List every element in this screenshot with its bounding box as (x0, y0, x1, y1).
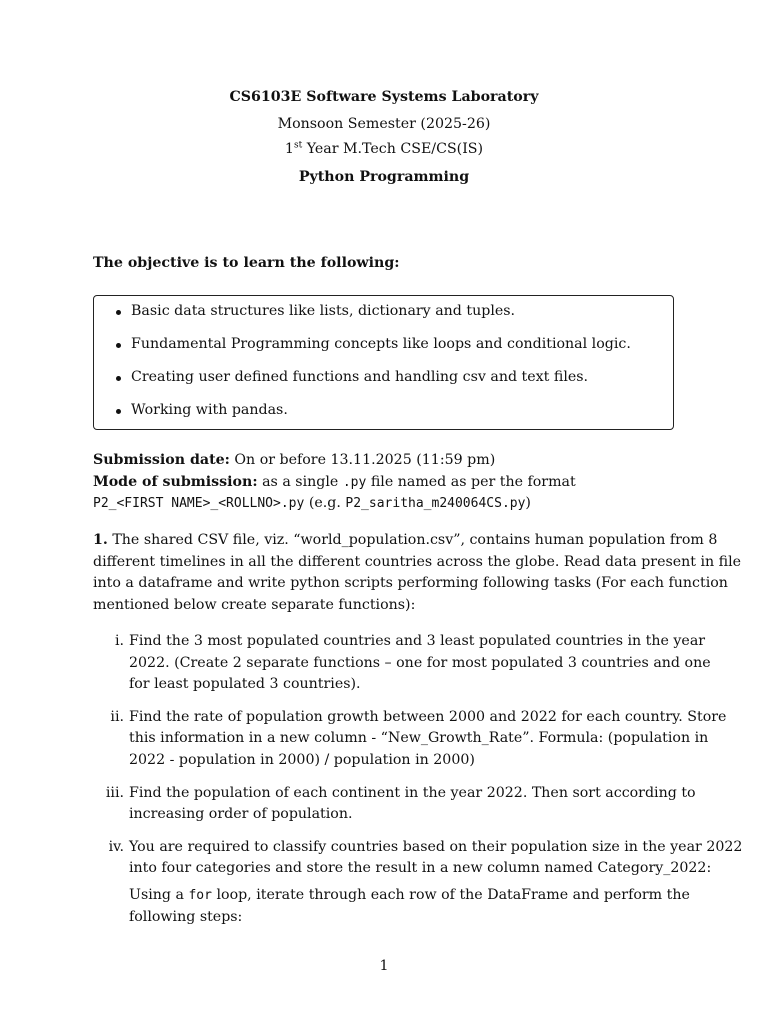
task-line: increasing order of population. (129, 806, 353, 822)
semester: Monsoon Semester (2025-26) (277, 116, 491, 132)
bullet-icon (116, 409, 121, 414)
question-text: The shared CSV file, viz. “world_population.csv”, contains human population from 8 (112, 532, 718, 548)
file-extension-code: .py (342, 475, 367, 490)
task-subtext: loop, iterate through each row of the DataFrame and perform the (216, 887, 690, 903)
objective-item-text: Working with pandas. (131, 402, 288, 418)
question-line: mentioned below create separate functions): (93, 597, 416, 613)
objective-heading: The objective is to learn the following: (93, 255, 400, 271)
bullet-icon (116, 310, 121, 315)
example-suffix: ) (525, 495, 531, 511)
course-title: CS6103E Software Systems Laboratory (229, 89, 539, 105)
example-filename-code: P2_saritha_m240064CS.py (345, 496, 526, 511)
bullet-icon (116, 376, 121, 381)
for-keyword-code: for (188, 888, 212, 903)
objective-item (131, 303, 515, 319)
example-prefix: (e.g. (308, 495, 341, 511)
objective-item (131, 369, 588, 385)
submission-date-value: On or before 13.11.2025 (11:59 pm) (234, 452, 496, 468)
task-line: Find the population of each continent in the year 2022. Then sort according to (129, 785, 696, 801)
page-number: 1 (379, 958, 389, 974)
document-topic: Python Programming (298, 169, 470, 185)
task-line: this information in a new column - “New_Growth_Rate”. Formula: (population in (129, 730, 709, 746)
submission-date-label: Submission date: (93, 452, 230, 468)
submission-mode (93, 474, 576, 490)
objective-item (131, 402, 288, 418)
task-line: Find the 3 most populated countries and 3 least populated countries in the year (129, 633, 706, 649)
submission-mode-text: as a single (262, 474, 339, 490)
question-line (93, 532, 718, 548)
task-line: 2022. (Create 2 separate functions – one for most populated 3 countries and one (129, 655, 711, 671)
task-label: i. (114, 633, 124, 649)
task-label: iii. (105, 785, 124, 801)
objective-item-text: Basic data structures like lists, dictionary and tuples. (131, 303, 516, 319)
bullet-icon (116, 343, 121, 348)
task-line: into four categories and store the result in a new column named Category_2022: (129, 860, 712, 876)
program-name: Year M.Tech CSE/CS(IS) (302, 141, 484, 157)
task-line (129, 887, 690, 903)
task-line: You are required to classify countries based on their population size in the year 2022 (129, 839, 743, 855)
question-line: into a dataframe and write python scripts performing following tasks (For each function (93, 575, 728, 591)
task-subtext: Using a (129, 887, 184, 903)
task-line: for least populated 3 countries). (129, 676, 361, 692)
submission-format (93, 495, 531, 511)
objective-item-text: Fundamental Programming concepts like loops and conditional logic. (131, 336, 631, 352)
program-year (0, 141, 768, 157)
task-line: following steps: (129, 909, 243, 925)
task-label: ii. (110, 709, 124, 725)
submission-mode-text: file named as per the format (370, 474, 576, 490)
submission-mode-label: Mode of submission: (93, 474, 258, 490)
task-line: Find the rate of population growth between 2000 and 2022 for each country. Store (129, 709, 727, 725)
objective-item (131, 336, 631, 352)
question-line: different timelines in all the different countries across the globe. Read data present in file (93, 554, 742, 570)
year-number: 1 (284, 141, 294, 157)
submission-date (93, 452, 495, 468)
task-label: iv. (108, 839, 124, 855)
objective-item-text: Creating user defined functions and handling csv and text files. (131, 369, 589, 385)
task-line: 2022 - population in 2000) / population in 2000) (129, 752, 475, 768)
question-number: 1. (93, 532, 108, 548)
year-ordinal: st (293, 140, 303, 151)
filename-format-code: P2_<FIRST NAME>_<ROLLNO>.py (93, 496, 305, 511)
